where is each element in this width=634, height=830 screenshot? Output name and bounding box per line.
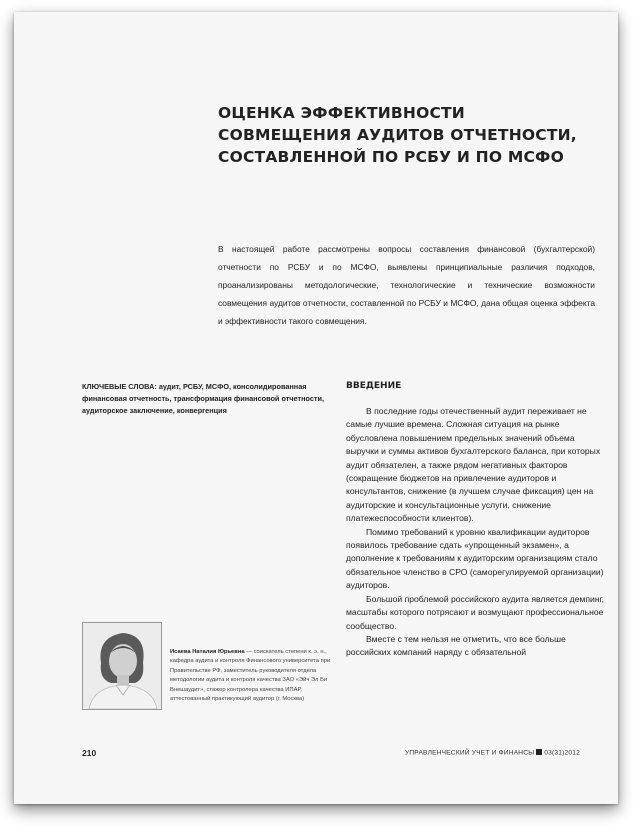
journal-name: УПРАВЛЕНЧЕСКИЙ УЧЕТ И ФИНАНСЫ	[404, 749, 535, 757]
journal-footer	[405, 749, 580, 757]
journal-page	[14, 12, 618, 804]
article-abstract: В настоящей работе рассмотрены вопросы составления финансовой (бухгалтерской) отчетности по РСБУ и по МСФО, выявлены принципиальные различия подходов, проанализированы методологические, технологические и технические возможности совмещения аудитов отчетности, составленной по РСБУ и МСФО, дана общая оценка эффекта и эффективности такого совмещения.	[218, 244, 595, 326]
keywords: КЛЮЧЕВЫЕ СЛОВА: аудит, РСБУ, МСФО, консолидированная финансовая отчетность, трансформация финансовой отчетности, аудиторское заключение, конвергенция	[82, 382, 324, 415]
body-paragraph: Помимо требований к уровню квалификации аудиторов появилось требование сдать «упрощенный экзамен», а дополнение к требованиям к аудиторским организациям стало обязательное членство в СРО (саморегулируемой организации) аудиторов.	[346, 526, 604, 591]
article-body	[346, 405, 608, 660]
author-photo	[82, 622, 162, 710]
author-info	[170, 648, 338, 704]
author-bio: — соискатель степени к. э. н., кафедра аудита и контроля Финансового университета при Правительстве РФ, заместитель руководителя отдела методологии аудита и контроля качества ЗАО «Эйч Эл Би Внешаудит», стажер контролера качества ИПАР, аттестованный практикующий аудитор (г. Москва)	[170, 649, 331, 703]
author-name: Исаева Наталия Юрьевна	[170, 649, 245, 655]
body-paragraph: В последние годы отечественный аудит переживает не самые лучшие времена. Сложная ситуация на рынке обусловлена повышением предельных значений объема выручки и суммы активов бухгалтерского баланса, при которых аудит обязателен, а также рядом негативных факторов (сокращение бюджетов на привлечение аудиторов и консультантов, снижение (в лучшем случае фиксация) цен на аудиторские и консультационные услуги, снижение платежеспособности клиентов).	[346, 406, 601, 524]
body-paragraph: Большой проблемой российского аудита является демпинг, масштабы которого потрясают и возмущают профессиональное сообщество.	[346, 593, 605, 631]
article-title: ОЦЕНКА ЭФФЕКТИВНОСТИ СОВМЕЩЕНИЯ АУДИТОВ ОТЧЕТНОСТИ, СОСТАВЛЕННОЙ ПО РСБУ И ПО МСФО	[218, 104, 577, 166]
page-number: 210	[82, 748, 97, 758]
author-portrait-image	[83, 623, 161, 709]
square-icon	[536, 749, 542, 755]
section-heading: ВВЕДЕНИЕ	[346, 381, 402, 391]
body-paragraph: Вместе с тем нельзя не отметить, что все больше российских компаний наряду с обязательной	[346, 633, 566, 658]
journal-issue: 03(31)2012	[544, 749, 580, 757]
